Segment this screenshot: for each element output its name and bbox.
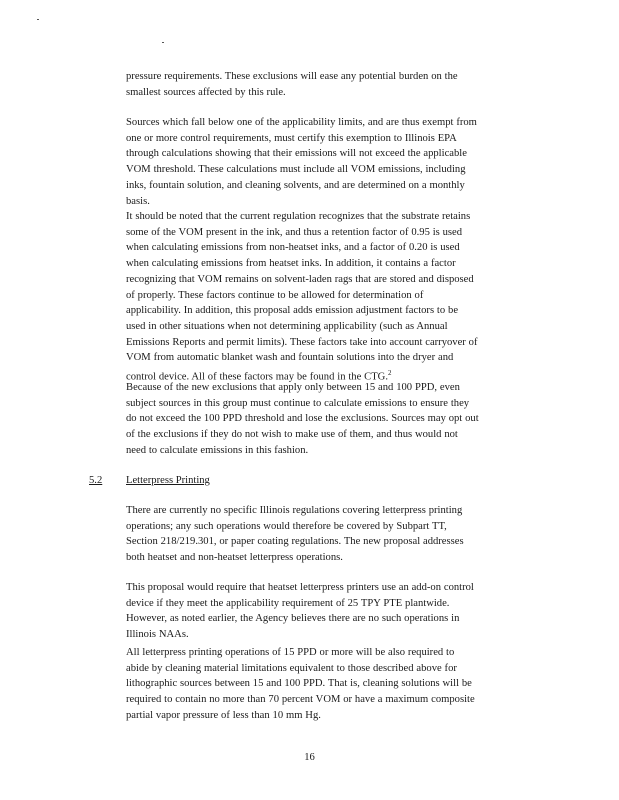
text-line: inks, fountain solution, and cleaning solvents, and are determined on a monthly [126,179,465,191]
text-line: when calculating emissions from non-heatset inks, and a factor of 0.20 is used [126,242,460,254]
text-line: used in other situations when not determining applicability (such as Annual [126,320,448,332]
paragraph [126,115,514,209]
text-line: both heatset and non-heatset letterpress operations. [126,552,343,564]
section-heading [89,473,210,488]
text-line: abide by cleaning material limitations equivalent to those described above for [126,662,457,674]
text-line: when calculating emissions from heatset inks. In addition, it contains a factor [126,258,456,270]
text-line: pressure requirements. These exclusions will ease any potential burden on the [126,71,458,82]
text-line-content: control device. All of these factors may be found in the CTG. [126,371,388,383]
section-number: 5.2 [89,475,103,486]
text-line: Because of the new exclusions that apply only between 15 and 100 PPD, even [126,382,460,393]
text-line: smallest sources affected by this rule. [126,86,286,98]
text-line: device if they meet the applicability requirement of 25 TPY PTE plantwide. [126,597,450,609]
text-line: one or more control requirements, must certify this exemption to Illinois EPA [126,132,457,144]
paragraph [126,69,514,100]
text-line: Illinois NAAs. [126,629,189,641]
text-line: do not exceed the 100 PPD threshold and lose the exclusions. Sources may opt out [126,413,479,425]
text-line: through calculations showing that their emissions will not exceed the applicable [126,148,467,160]
text-line: recognizing that VOM remains on solvent-laden rags that are stored and disposed [126,273,474,285]
footnote-reference[interactable]: 2 [387,369,392,378]
text-line: of the exclusions if they do not wish to make use of them, and thus would not [126,429,458,441]
text-line: However, as noted earlier, the Agency believes there are no such operations in [126,613,460,625]
text-line: It should be noted that the current regulation recognizes that the substrate retains [126,211,471,222]
text-line: This proposal would require that heatset letterpress printers use an add-on control [126,582,474,593]
text-line: of properly. These factors continue to be allowed for determination of [126,289,424,301]
text-line: All letterpress printing operations of 15 PPD or more will be also required to [126,647,455,658]
text-line: basis. [126,195,150,207]
text-line: operations; any such operations would therefore be covered by Subpart TT, [126,520,447,532]
text-line: VOM threshold. These calculations must include all VOM emissions, including [126,164,466,176]
paragraph [126,580,514,643]
text-line: lithographic sources between 15 and 100 PPD. That is, cleaning solutions will be [126,678,472,690]
text-line: subject sources in this group must continue to calculate emissions to ensure they [126,397,470,409]
paragraph [126,380,514,459]
text-line: some of the VOM present in the ink, and thus a retention factor of 0.95 is used [126,226,463,238]
text-line: need to calculate emissions in this fashion. [126,444,309,456]
scan-speck [37,19,39,20]
section-title: Letterpress Printing [126,475,210,486]
paragraph [126,503,514,566]
text-line: applicability. In addition, this proposal adds emission adjustment factors to be [126,305,459,317]
text-line: partial vapor pressure of less than 10 mm Hg. [126,709,321,721]
text-line: Sources which fall below one of the applicability limits, and are thus exempt from [126,117,477,128]
text-line: Section 218/219.301, or paper coating regulations. The new proposal addresses [126,536,464,548]
paragraph [126,645,514,724]
page-number: 16 [304,752,315,763]
paragraph [126,209,514,385]
text-line: Emissions Reports and permit limits). These factors take into account carryover of [126,336,478,348]
text-line: VOM from automatic blanket wash and fountain solutions into the dryer and [126,352,454,364]
text-line: There are currently no specific Illinois regulations covering letterpress printing [126,505,463,516]
text-line: required to contain no more than 70 percent VOM or have a maximum composite [126,694,475,706]
scan-speck [162,42,164,43]
